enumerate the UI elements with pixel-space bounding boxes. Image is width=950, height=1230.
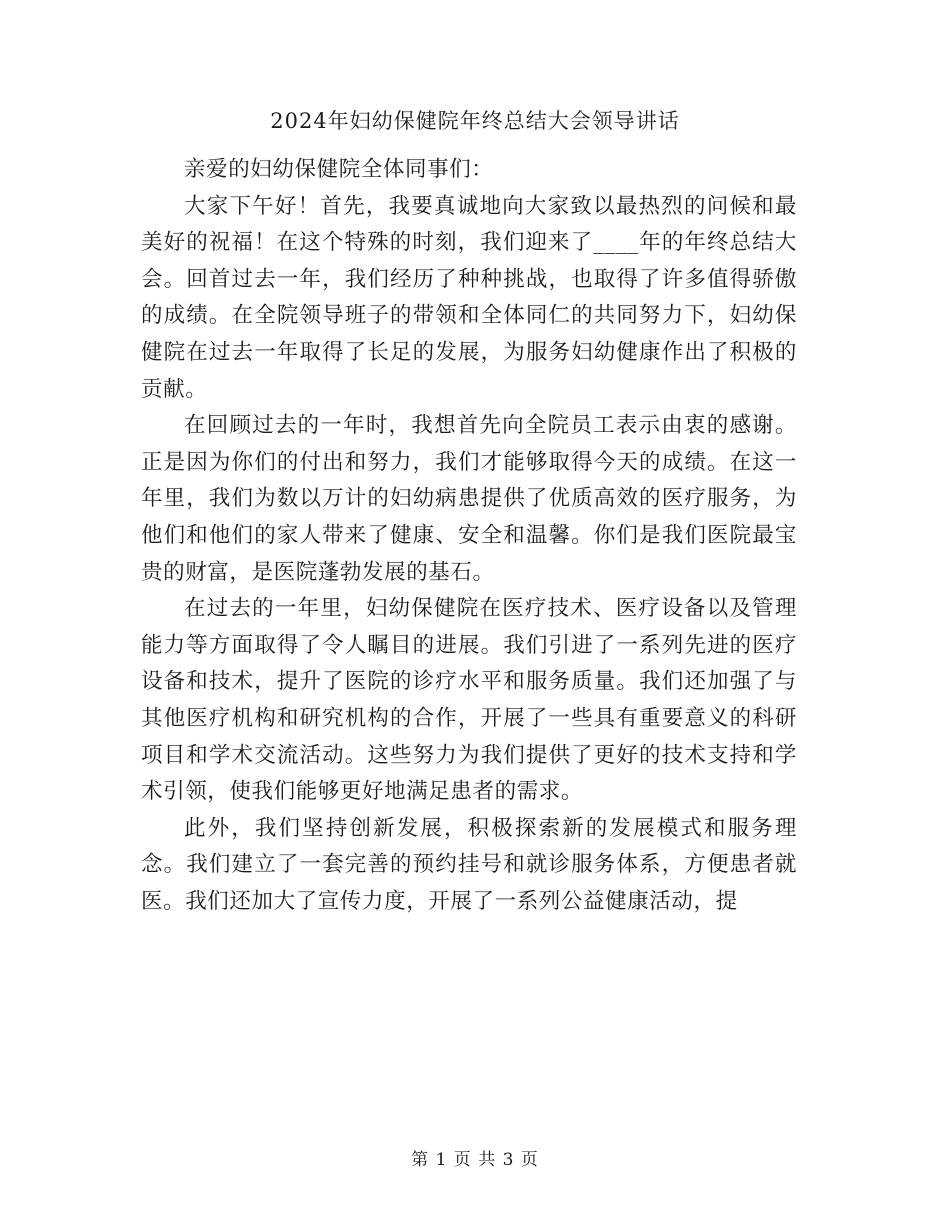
page-title: 2024年妇幼保健院年终总结大会领导讲话 [270, 109, 680, 133]
paragraph-2: 在回顾过去的一年时，我想首先向全院员工表示由衷的感谢。正是因为你们的付出和努力，我们才能够取得今天的成绩。在这一年里，我们为数以万计的妇幼病患提供了优质高效的医疗服务，为他们和他们的家人带来了健康、安全和温馨。你们是我们医院最宝贵的财富，是医院蓬勃发展的基石。 [141, 413, 797, 585]
paragraph-4: 此外，我们坚持创新发展，积极探索新的发展模式和服务理念。我们建立了一套完善的预约挂号和就诊服务体系，方便患者就医。我们还加大了宣传力度，开展了一系列公益健康活动，提 [141, 815, 797, 914]
paragraph-1: 大家下午好！首先，我要真诚地向大家致以最热烈的问候和最美好的祝福！在这个特殊的时刻，我们迎来了____年的年终总结大会。回首过去一年，我们经历了种种挑战，也取得了许多值得骄傲的成绩。在全院领导班子的带领和全体同仁的共同努力下，妇幼保健院在过去一年取得了长足的发展，为服务妇幼健康作出了积极的贡献。 [141, 193, 797, 402]
page-footer: 第 1 页 共 3 页 [411, 1150, 539, 1170]
paragraph-3: 在过去的一年里，妇幼保健院在医疗技术、医疗设备以及管理能力等方面取得了令人瞩目的进展。我们引进了一系列先进的医疗设备和技术，提升了医院的诊疗水平和服务质量。我们还加强了与其他医疗机构和研究机构的合作，开展了一些具有重要意义的科研项目和学术交流活动。这些努力为我们提供了更好的技术支持和学术引领，使我们能够更好地满足患者的需求。 [141, 596, 797, 805]
salutation: 亲爱的妇幼保健院全体同事们： [184, 157, 494, 182]
document-body [141, 152, 797, 920]
